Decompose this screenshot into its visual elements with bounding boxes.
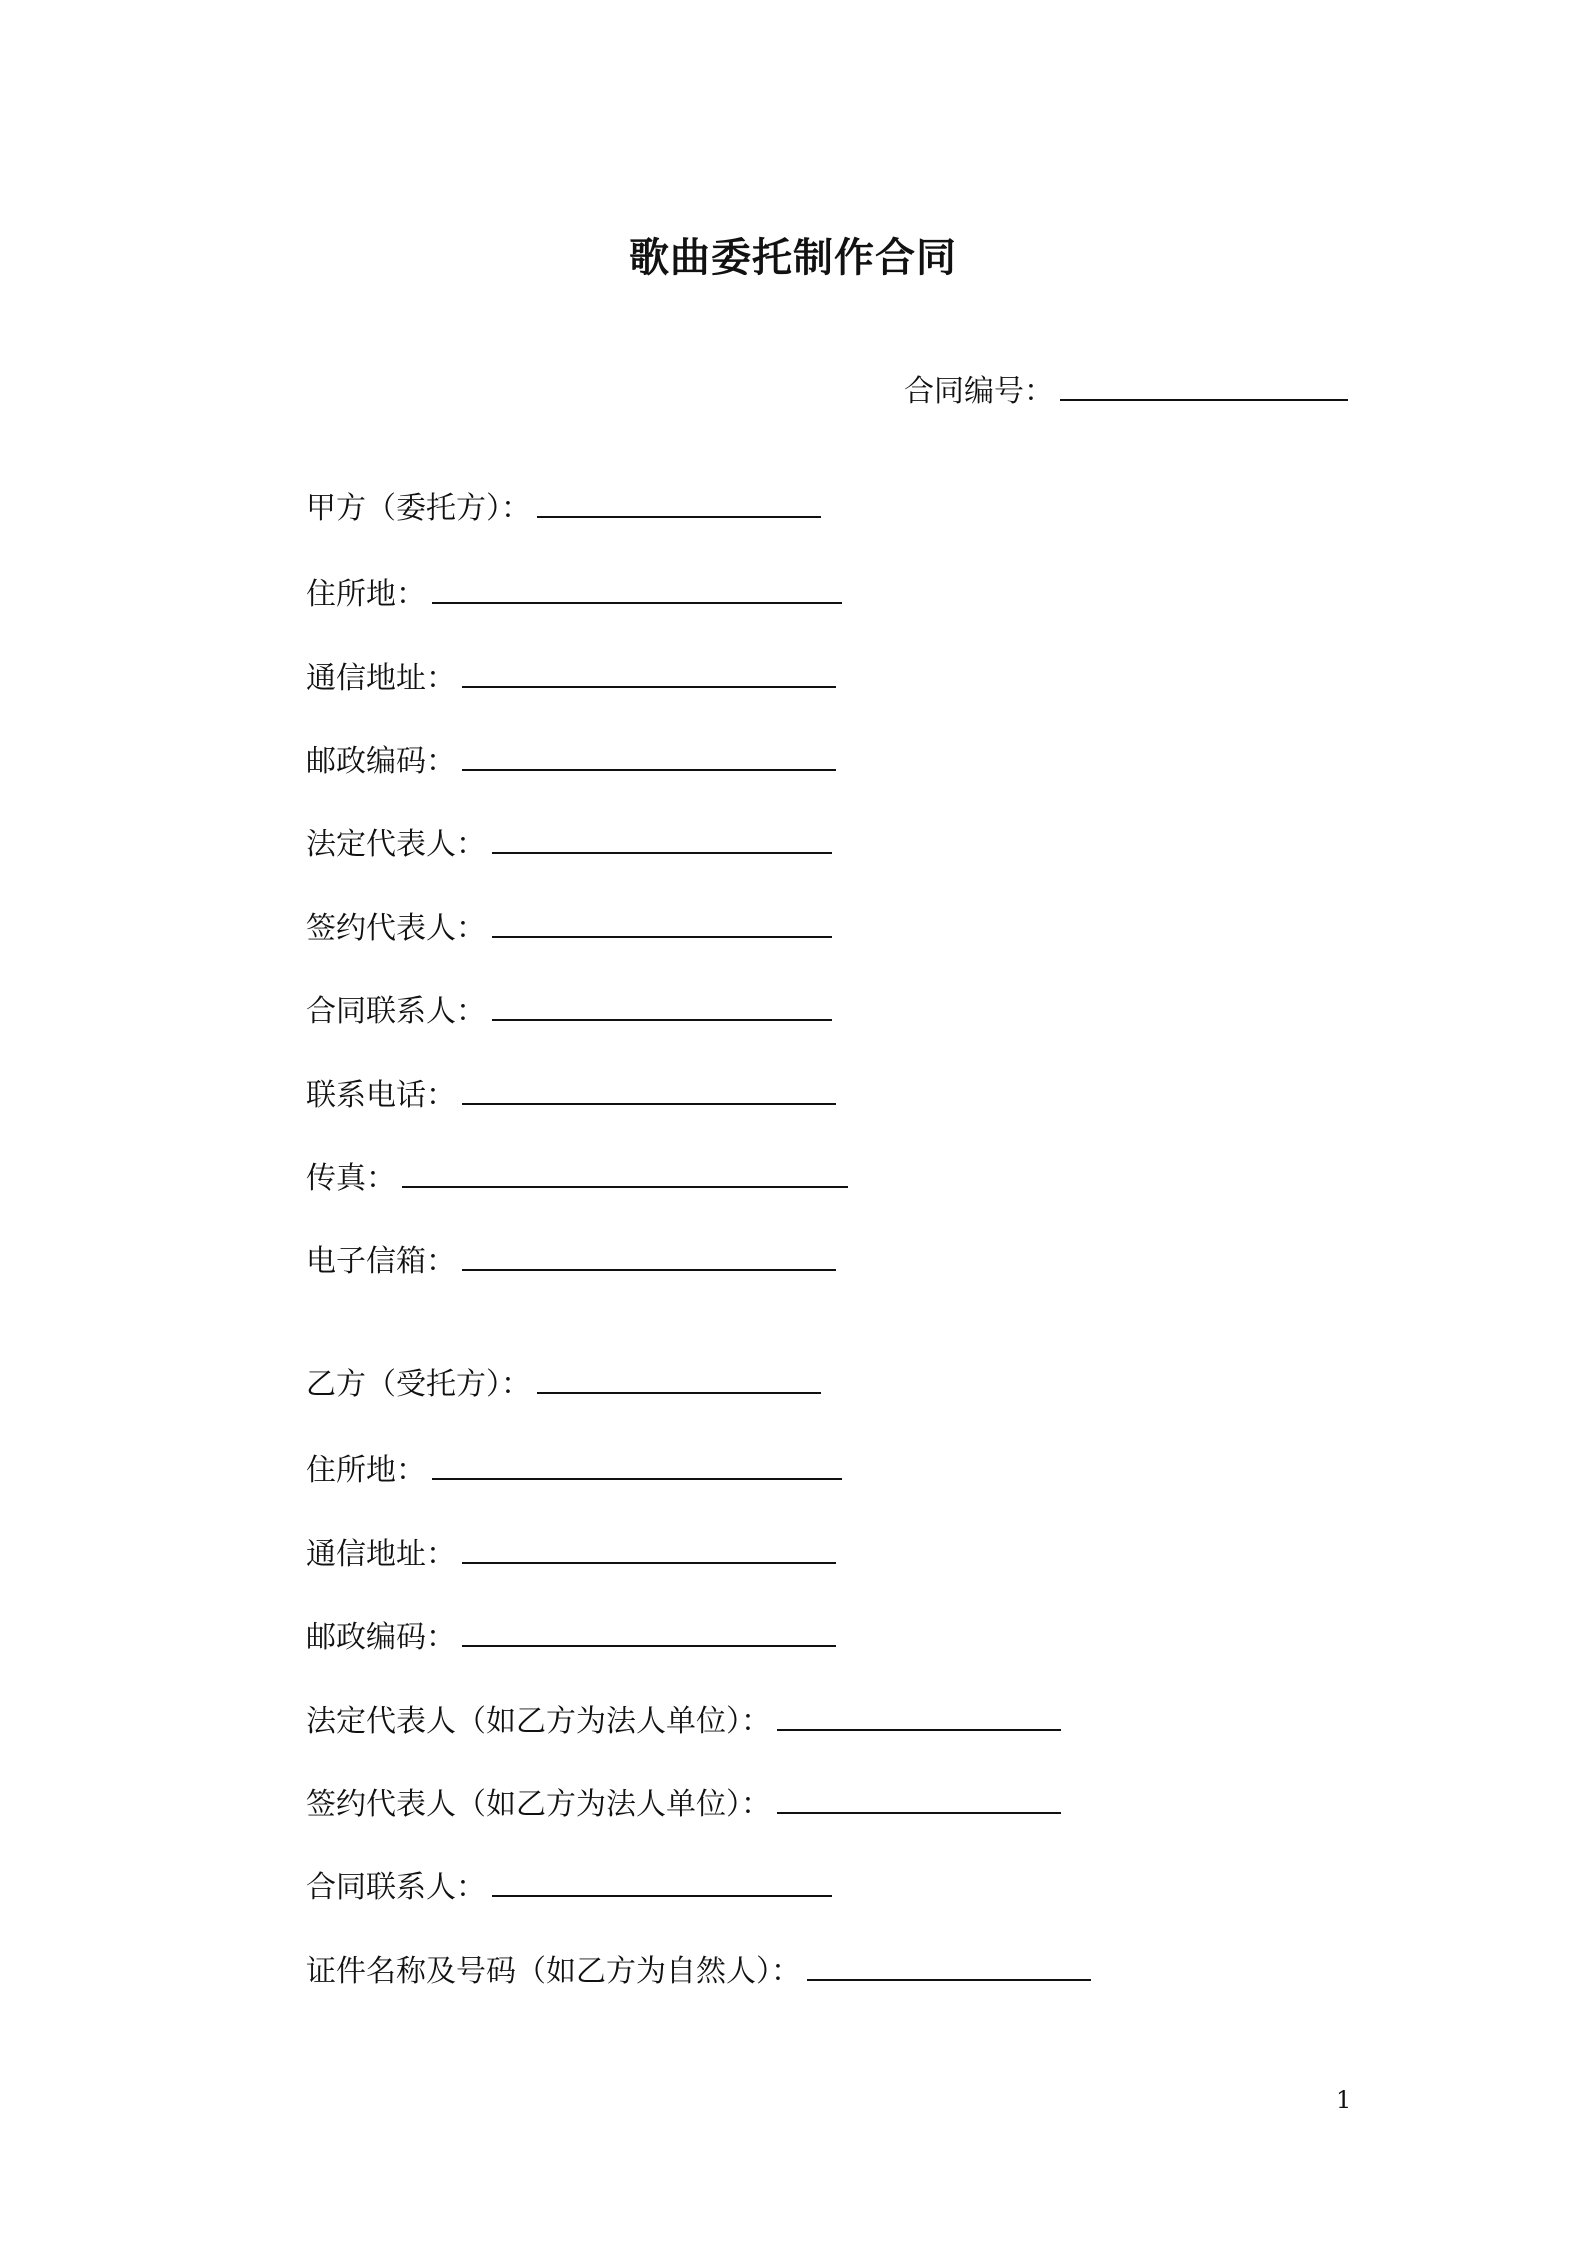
field-label: 住所地： [306,1453,426,1488]
field-label: 通信地址： [306,1537,456,1572]
party-b-mailing-address-blank[interactable] [462,1536,836,1564]
party-b-signing-rep-blank[interactable] [777,1786,1061,1814]
party-a-email-field [306,1242,836,1282]
document-title: 歌曲委托制作合同 [629,235,957,281]
party-b-heading-field [306,1365,821,1405]
party-b-contact-field [306,1868,832,1908]
party-a-email-blank[interactable] [462,1243,836,1271]
party-b-address-field [306,1451,842,1491]
party-a-phone-blank[interactable] [462,1077,836,1105]
contract-number-label: 合同编号： [904,374,1054,409]
party-a-fax-field [306,1159,848,1199]
party-b-signing-rep-field [306,1785,1061,1825]
party-b-postcode-field [306,1618,836,1658]
party-b-heading: 乙方（受托方）： [306,1367,531,1402]
party-a-address-blank[interactable] [432,576,842,604]
field-label: 邮政编码： [306,744,456,779]
field-label: 传真： [306,1161,396,1196]
party-b-id-field [306,1952,1091,1992]
party-a-phone-field [306,1076,836,1116]
field-label: 签约代表人： [306,911,486,946]
party-b-postcode-blank[interactable] [462,1619,836,1647]
field-label: 通信地址： [306,661,456,696]
party-a-legal-rep-field [306,825,832,865]
party-b-id-blank[interactable] [807,1953,1091,1981]
party-a-fax-blank[interactable] [402,1160,848,1188]
party-b-name-blank[interactable] [537,1366,821,1394]
party-a-name-blank[interactable] [537,490,821,518]
field-label: 联系电话： [306,1078,456,1113]
party-a-mailing-address-field [306,659,836,699]
field-label: 签约代表人（如乙方为法人单位）： [306,1787,771,1822]
party-b-mailing-address-field [306,1535,836,1575]
party-a-legal-rep-blank[interactable] [492,826,832,854]
field-label: 证件名称及号码（如乙方为自然人）： [306,1954,801,1989]
party-b-legal-rep-field [306,1702,1061,1742]
party-a-postcode-blank[interactable] [462,743,836,771]
party-a-mailing-address-blank[interactable] [462,660,836,688]
party-b-contact-blank[interactable] [492,1869,832,1897]
party-b-address-blank[interactable] [432,1452,842,1480]
page-number: 1 [1336,2086,1352,2114]
contract-number-field [904,366,1348,410]
field-label: 住所地： [306,577,426,612]
field-label: 法定代表人： [306,827,486,862]
party-a-postcode-field [306,742,836,782]
party-a-signing-rep-blank[interactable] [492,910,832,938]
party-b-legal-rep-blank[interactable] [777,1703,1061,1731]
party-a-contact-field [306,992,832,1032]
party-a-heading: 甲方（委托方）： [306,491,531,526]
party-a-heading-field [306,489,821,529]
field-label: 法定代表人（如乙方为法人单位）： [306,1704,771,1739]
field-label: 合同联系人： [306,994,486,1029]
field-label: 电子信箱： [306,1244,456,1279]
party-a-contact-blank[interactable] [492,993,832,1021]
party-a-address-field [306,575,842,615]
contract-number-blank[interactable] [1060,373,1348,401]
party-a-signing-rep-field [306,909,832,949]
field-label: 邮政编码： [306,1620,456,1655]
field-label: 合同联系人： [306,1870,486,1905]
